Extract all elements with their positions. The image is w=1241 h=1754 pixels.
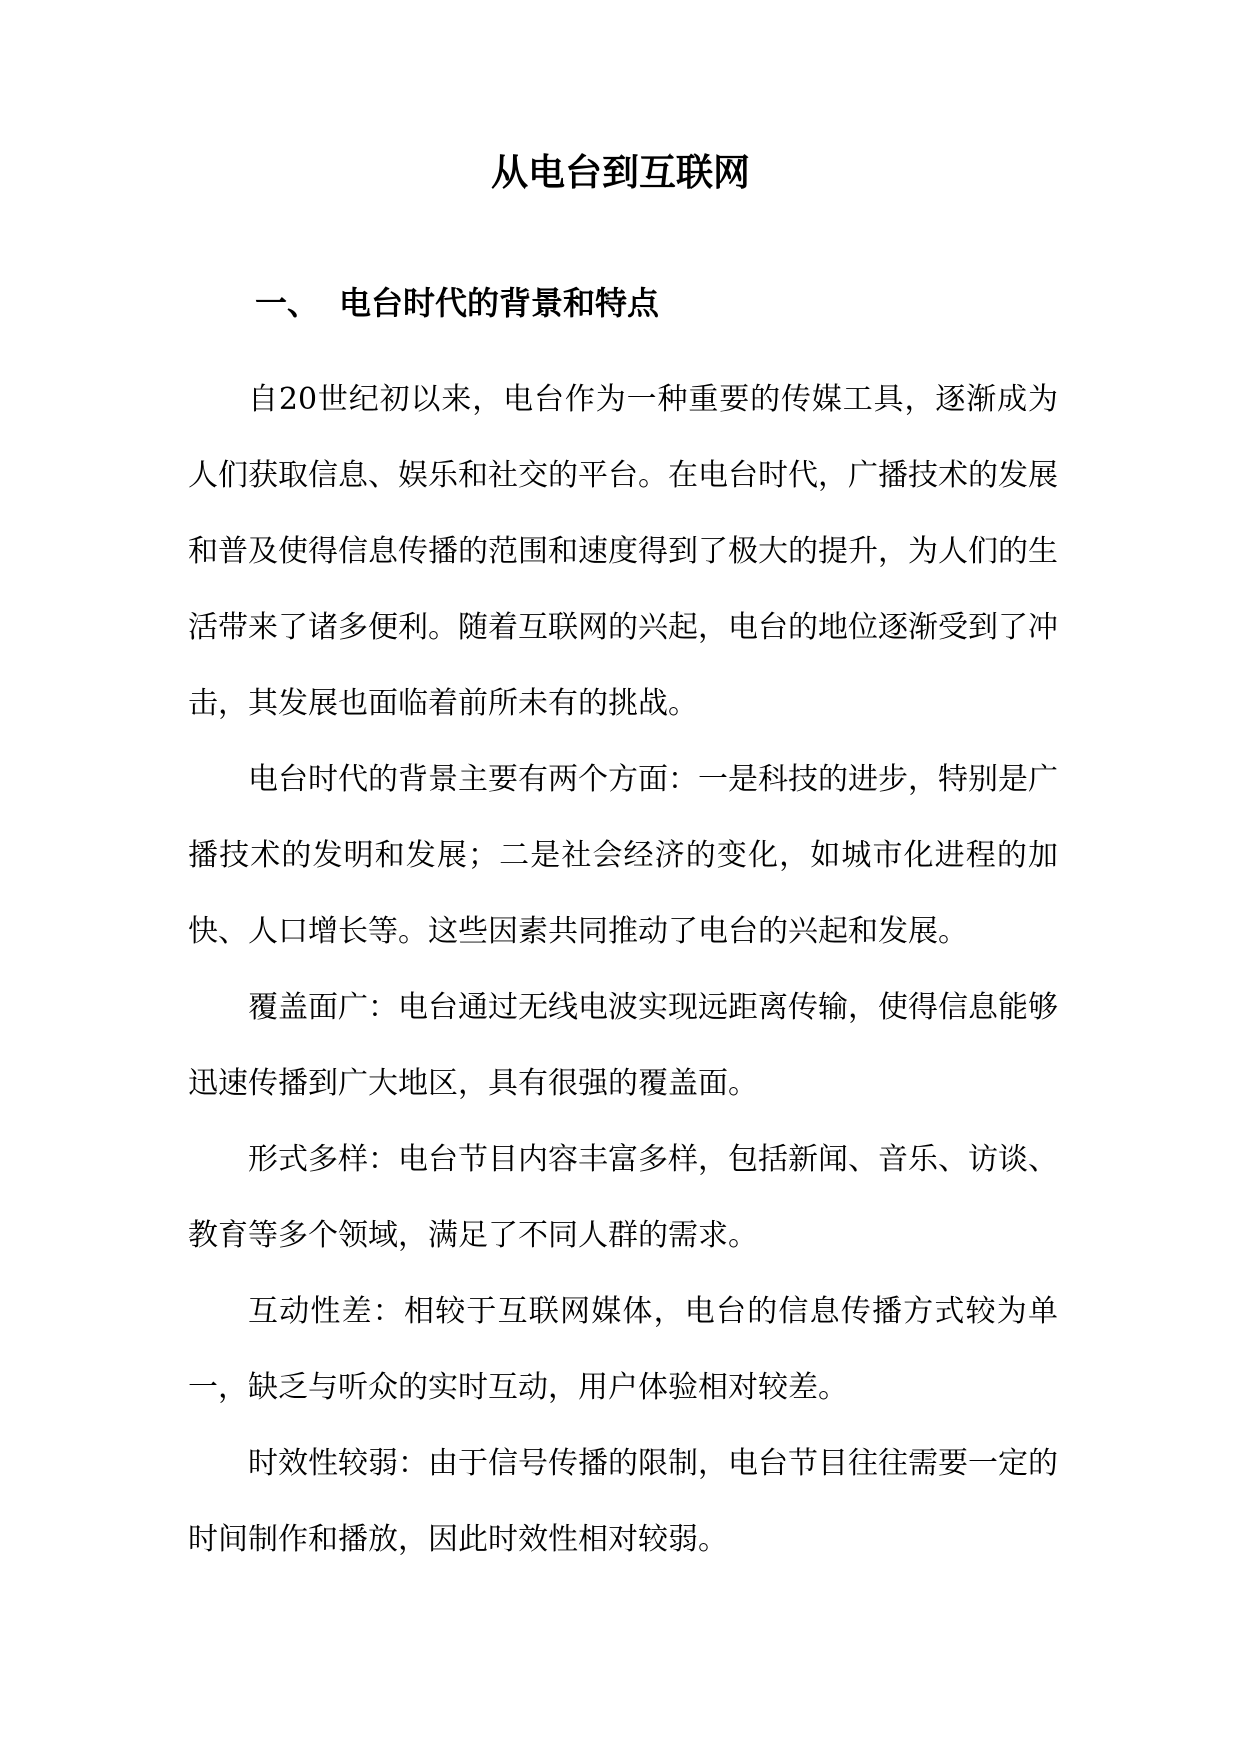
paragraph-interactivity: 互动性差：相较于互联网媒体，电台的信息传播方式较为单一，缺乏与听众的实时互动，用户体验相对较差。	[188, 1294, 1058, 1405]
paragraph-timeliness: 时效性较弱：由于信号传播的限制，电台节目往往需要一定的时间制作和播放，因此时效性相对较弱。	[188, 1446, 1058, 1557]
section-title: 电台时代的背景和特点	[339, 284, 660, 322]
paragraph-intro: 自20世纪初以来，电台作为一种重要的传媒工具，逐渐成为人们获取信息、娱乐和社交的平台。在电台时代，广播技术的发展和普及使得信息传播的范围和速度得到了极大的提升，为人们的生活带来了诸多便利。随着互联网的兴起，电台的地位逐渐受到了冲击，其发展也面临着前所未有的挑战。	[188, 382, 1058, 721]
paragraph-background: 电台时代的背景主要有两个方面：一是科技的进步，特别是广播技术的发明和发展；二是社会经济的变化，如城市化进程的加快、人口增长等。这些因素共同推动了电台的兴起和发展。	[188, 762, 1058, 949]
paragraph-diversity: 形式多样：电台节目内容丰富多样，包括新闻、音乐、访谈、教育等多个领域，满足了不同人群的需求。	[188, 1142, 1058, 1253]
document-title: 从电台到互联网	[491, 151, 750, 194]
body-text	[188, 362, 1058, 1578]
section-heading	[255, 280, 659, 326]
paragraph-coverage: 覆盖面广：电台通过无线电波实现远距离传输，使得信息能够迅速传播到广大地区，具有很强的覆盖面。	[188, 990, 1058, 1101]
section-number: 一、	[255, 284, 320, 322]
